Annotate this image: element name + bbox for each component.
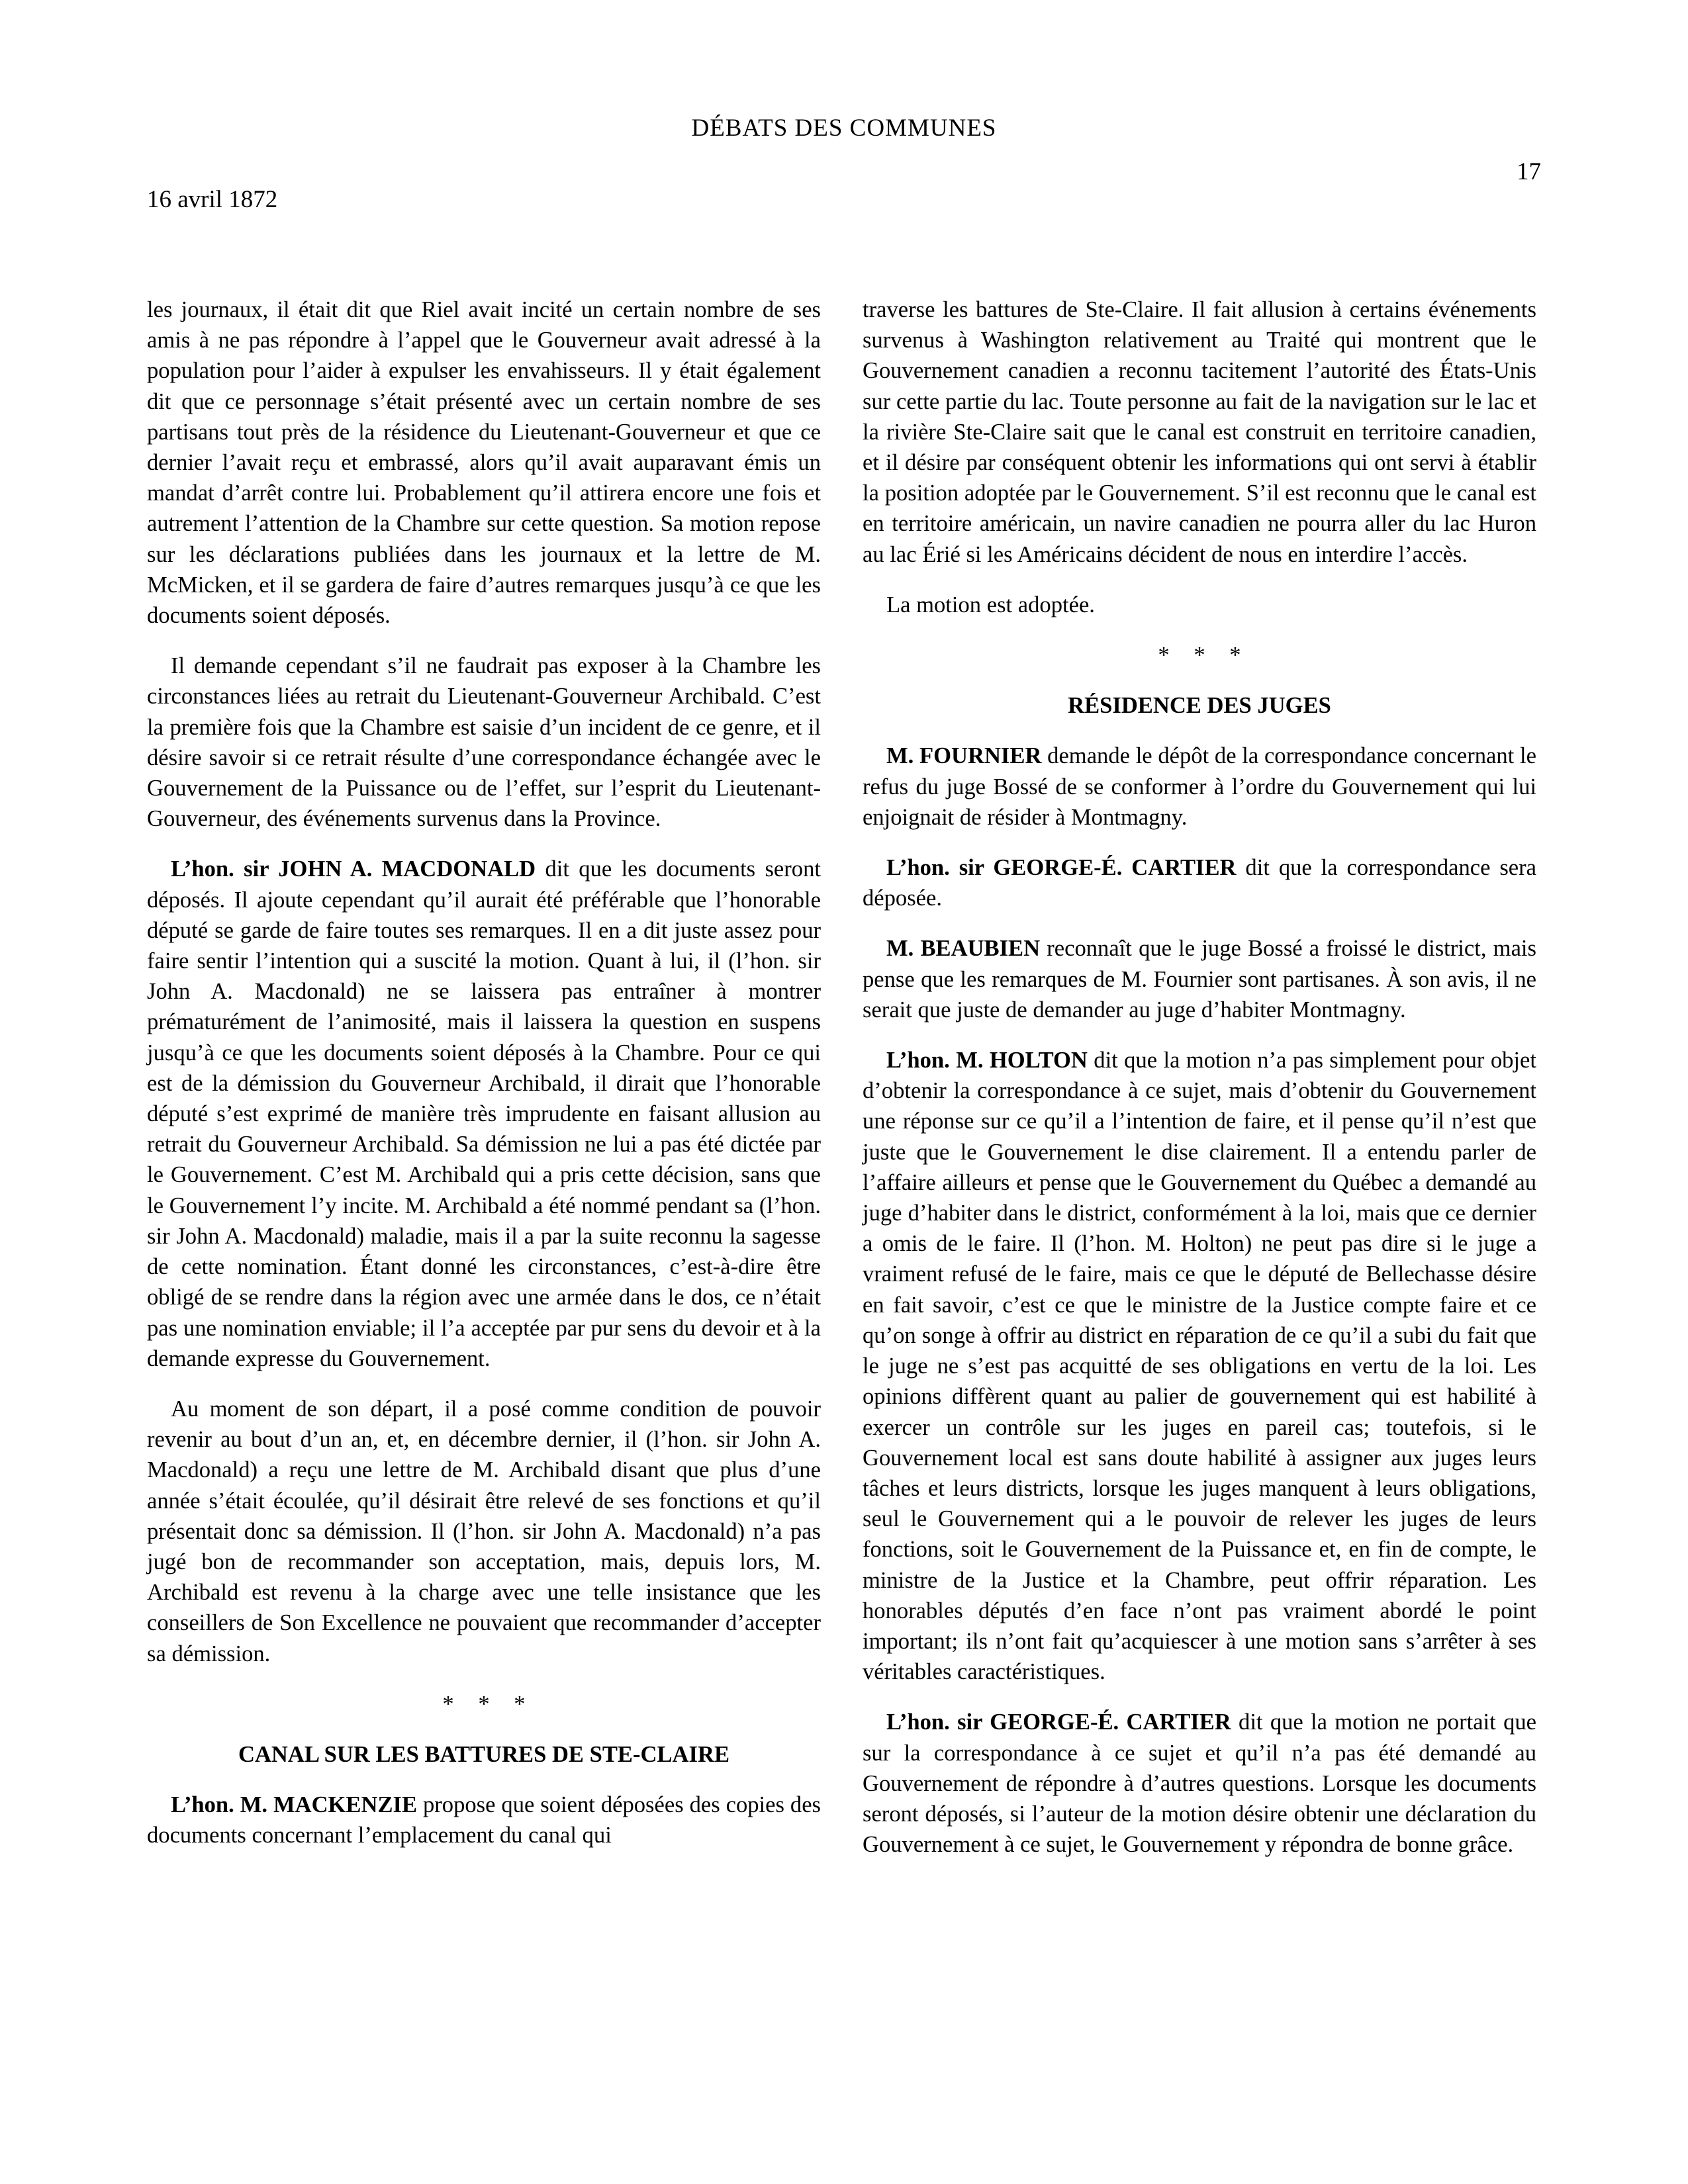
paragraph: les journaux, il était dit que Riel avait incité un certain nombre de ses amis à ne pas répondre à l’appel que le Gouverneur avait adressé à la population pour l’aider à expulser les envahisseurs. Il y était également dit que ce personnage s’était présenté avec un certain nombre de ses partisans tout près de la résidence du Lieutenant-Gouverneur et que ce dernier l’avait reçu et embrassé, alors qu’il avait auparavant émis un mandat d’arrêt contre lui. Probablement qu’il attirera encore une fois et autrement l’attention de la Chambre sur cette question. Sa motion repose sur les déclarations publiées dans les journaux et la lettre de M. McMicken, et il se gardera de faire d’autres remarques jusqu’à ce que les documents soient déposés.	[147, 297, 821, 629]
speech-text: dit que la motion ne portait que sur la correspondance à ce sujet et qu’il n’a pas été demandé au Gouvernement de répondre à d’autres questions. Lorsque les documents seront déposés, si l’auteur de la motion désire obtenir une déclaration du Gouvernement à ce sujet, le Gouvernement y répondra de bonne grâce.	[863, 1709, 1536, 1858]
section-separator: * * *	[442, 1691, 535, 1717]
speech-text: dit que la correspondance sera déposée.	[863, 855, 1537, 911]
speaker-name: L’hon. sir GEORGE-É. CARTIER	[886, 1709, 1231, 1735]
speech-paragraph	[863, 1045, 1536, 1687]
section-heading: CANAL SUR LES BATTURES DE STE-CLAIRE	[238, 1741, 730, 1767]
speaker-name: L’hon. M. HOLTON	[886, 1048, 1088, 1073]
paragraph: Au moment de son départ, il a posé comme condition de pouvoir revenir au bout d’un an, et, en décembre dernier, il (l’hon. sir John A. Macdonald) a reçu une lettre de M. Archibald disant que plus d’une année s’était écoulée, qu’il désirait être relevé de ses fonctions et qu’il présentait donc sa démission. Il (l’hon. sir John A. Macdonald) n’a pas jugé bon de recommander son acceptation, mais, depuis lors, M. Archibald est revenu à la charge avec une telle insistance que les conseillers de Son Excellence ne pouvaient que recommander d’accepter sa démission.	[147, 1396, 821, 1666]
speaker-name: M. BEAUBIEN	[886, 936, 1041, 962]
running-header-title: DÉBATS DES COMMUNES	[691, 114, 997, 142]
speech-text: dit que les documents seront déposés. Il ajoute cependant qu’il aurait été préférable que l’honorable député se garde de faire toutes ses remarques. Il en a dit juste assez pour faire sentir l’intention qui a suscité la motion. Quant à lui, il (l’hon. sir John A. Macdonald) ne se laissera pas entraîner à montrer prématurément de l’animosité, mais il laissera la question en suspens jusqu’à ce que les documents soient déposés à la Chambre. Pour ce qui est de la démission du Gouverneur Archibald, il dirait que l’honorable député s’est exprimé de manière très imprudente en faisant allusion au retrait du Gouverneur Archibald. Sa démission ne lui a pas été dictée par le Gouvernement. C’est M. Archibald qui a pris cette décision, sans que le Gouvernement l’y incite. M. Archibald a été nommé pendant sa (l’hon. sir John A. Macdonald) maladie, mais il a par la suite reconnu la sagesse de cette nomination. Étant donné les circonstances, c’est-à-dire être obligé de se rendre dans la région avec une armée dans le dos, ce n’était pas une nomination enviable; il l’a acceptée par pur sens du devoir et à la demande expresse du Gouvernement.	[147, 856, 821, 1371]
speech-paragraph	[863, 933, 1536, 1025]
speech-paragraph	[863, 852, 1536, 913]
speech-paragraph	[863, 1707, 1536, 1860]
left-column	[147, 295, 821, 1871]
speech-text: dit que la motion n’a pas simplement pour objet d’obtenir la correspondance à ce sujet, mais d’obtenir du Gouvernement une réponse sur ce qu’il a l’intention de faire, et il pense qu’il n’est que juste que le Gouvernement le dise clairement. Il a entendu parler de l’affaire ailleurs et pense que le Gouvernement du Québec a demandé au juge d’habiter dans le district, conformément à la loi, mais que ce dernier a omis de le faire. Il (l’hon. M. Holton) ne peut pas dire si le juge a vraiment refusé de le faire, mais ce que le député de Bellechasse désire en fait savoir, c’est ce que le ministre de la Justice compte faire et ce qu’on songe à offrir au district en réparation de ce qu’il a subi du fait que le juge ne s’est pas acquitté de ses obligations en vertu de la loi. Les opinions diffèrent quant au palier de gouvernement qui est habilité à exercer un contrôle sur les juges en pareil cas; toutefois, si le Gouvernement local est sans doute habilité à assigner aux juges leurs tâches et leurs districts, lorsque les juges manquent à leurs obligations, seul le Gouvernement qui a le pouvoir de relever les juges de leurs fonctions, soit le Gouvernement de la Puissance et, en fin de compte, le ministre de la Justice et la Chambre, peut offrir réparation. Les honorables députés d’en face n’ont pas vraiment abordé le point important; ils n’ont fait qu’acquiescer à une motion sans s’arrêter à ses véritables caractéristiques.	[863, 1048, 1536, 1685]
speech-paragraph	[863, 741, 1536, 833]
speaker-name: L’hon. M. MACKENZIE	[171, 1792, 418, 1818]
running-header-date: 16 avril 1872	[147, 186, 278, 213]
paragraph: La motion est adoptée.	[886, 592, 1095, 617]
right-column	[863, 295, 1536, 1880]
speaker-name: L’hon. sir GEORGE-É. CARTIER	[886, 855, 1237, 881]
speech-text: propose que soient déposées des copies des documents concernant l’emplacement du canal qui	[147, 1792, 821, 1848]
speech-paragraph	[147, 854, 821, 1373]
paragraph: Il demande cependant s’il ne faudrait pas exposer à la Chambre les circonstances liées au retrait du Lieutenant-Gouverneur Archibald. C’est la première fois que la Chambre est saisie d’un incident de ce genre, et il désire savoir si ce retrait résulte d’une correspondance échangée avec le Gouvernement de la Puissance ou de l’effet, sur l’esprit du Lieutenant-Gouverneur, des événements survenus dans la Province.	[147, 653, 821, 832]
paragraph: traverse les battures de Ste-Claire. Il fait allusion à certains événements survenus à Washington relativement au Traité qui montrent que le Gouvernement canadien a reconnu tacitement l’autorité des États-Unis sur cette partie du lac. Toute personne au fait de la navigation sur le lac et la rivière Ste-Claire sait que le canal est construit en territoire canadien, et il désire par conséquent obtenir les informations qui ont servi à établir la position adoptée par le Gouvernement. S’il est reconnu que le canal est en territoire américain, un navire canadien ne pourra aller du lac Huron au lac Érié si les Américains décident de nous en interdire l’accès.	[863, 297, 1536, 567]
speaker-name: M. FOURNIER	[886, 743, 1042, 769]
page-number: 17	[1517, 158, 1541, 185]
section-separator: * * *	[1158, 643, 1250, 668]
speech-paragraph	[147, 1790, 821, 1850]
speech-text: demande le dépôt de la correspondance concernant le refus du juge Bossé de se conformer à l’ordre du Gouvernement qui lui enjoignait de résider à Montmagny.	[863, 743, 1536, 830]
speaker-name: L’hon. sir JOHN A. MACDONALD	[171, 856, 536, 882]
section-heading: RÉSIDENCE DES JUGES	[1068, 693, 1331, 719]
speech-text: reconnaît que le juge Bossé a froissé le district, mais pense que les remarques de M. Fournier sont partisanes. À son avis, il ne serait que juste de demander au juge d’habiter Montmagny.	[863, 936, 1536, 1023]
